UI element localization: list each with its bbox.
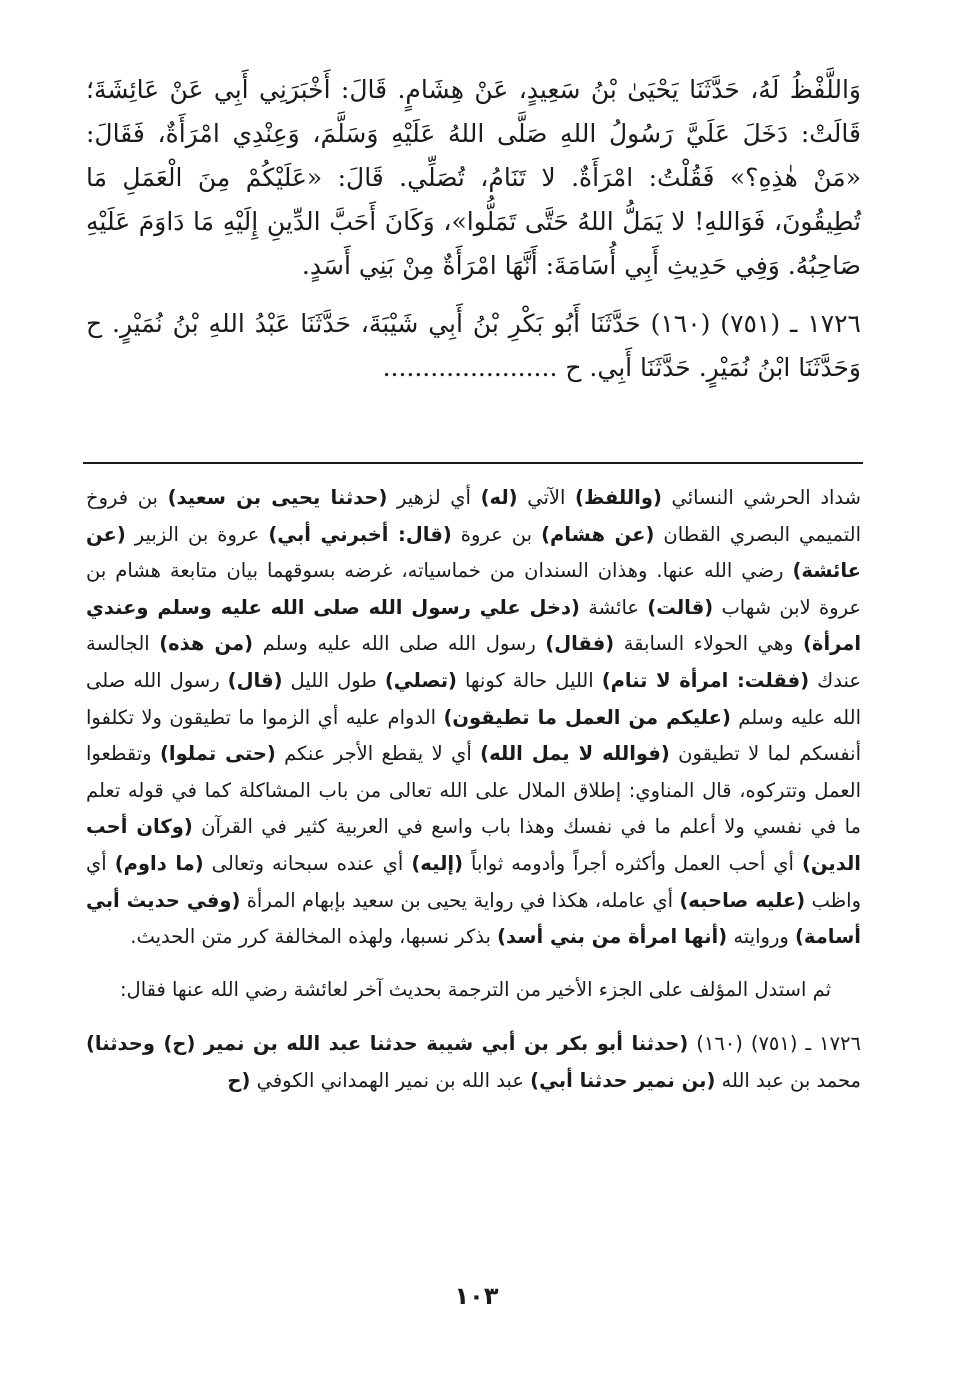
- commentary-phrase: أي عنده سبحانه وتعالى: [203, 851, 412, 875]
- commentary-phrase: أي واظب: [86, 851, 861, 912]
- quoted-matn-phrase: (له): [480, 486, 518, 509]
- hadith-paragraph: وَاللَّفْظُ لَهُ، حَدَّثَنَا يَحْيَىٰ بْنُ سَعِيدٍ، عَنْ هِشَامٍ. قَالَ: أَخْبَرَنِي أَبِي عَنْ عَائِشَةَ؛ قَالَتْ: دَخَلَ عَلَيَّ رَسُولُ اللهِ صَلَّى اللهُ عَلَيْهِ وَسَلَّمَ، وَعِنْدِي امْرَأَةٌ، فَقَالَ: «مَنْ هٰذِهِ؟» فَقُلْتُ: امْرَأَةٌ. لا تَنَامُ، تُصَلِّي. قَالَ: «عَلَيْكُمْ مِنَ الْعَمَلِ مَا تُطِيقُونَ، فَوَاللهِ! لا يَمَلُّ اللهُ حَتَّى تَمَلُّوا»، وَكَانَ أَحَبَّ الدِّينِ إِلَيْهِ مَا دَاوَمَ عَلَيْهِ صَاحِبُهُ. وَفِي حَدِيثِ أَبِي أُسَامَةَ: أَنَّهَا امْرَأَةٌ مِنْ بَنِي أَسَدٍ.: [86, 75, 861, 280]
- quoted-matn-phrase: (ما داوم): [114, 851, 204, 875]
- commentary-phrase: شداد الحرشي النسائي: [661, 486, 861, 509]
- commentary-phrase: ١٧٢٦ ـ (٧٥١) (١٦٠): [688, 1032, 861, 1056]
- quoted-matn-phrase: (عليكم من العمل ما تطيقون): [443, 705, 731, 729]
- commentary-phrase: رسول الله صلى الله عليه وسلم: [86, 668, 861, 729]
- commentary-phrase: الجالسة عندك: [86, 632, 861, 692]
- quoted-matn-phrase: (وكان أحب الدين): [86, 815, 861, 875]
- quoted-matn-phrase: (عن هشام): [541, 522, 655, 546]
- commentary-transition-paragraph: ثم استدل المؤلف على الجزء الأخير من الترجمة بحديث آخر لعائشة رضي الله عنها فقال:: [119, 977, 831, 1001]
- commentary-phrase: محمد بن عبد الله: [715, 1068, 861, 1092]
- commentary-phrase: رضي الله عنها. وهذان السندان من خماسياته، غرضه بسوقهما بيان متابعة هشام بن عروة لابن شهاب: [86, 559, 861, 619]
- commentary-phrase: الليل حالة كونها: [456, 668, 602, 692]
- commentary-phrase: وهي الحولاء السابقة: [614, 632, 804, 656]
- quoted-matn-phrase: (فوالله لا يمل الله): [480, 742, 670, 766]
- quoted-matn-phrase: (قالت): [647, 595, 714, 619]
- commentary-phrase: طول الليل: [282, 668, 385, 692]
- commentary-phrase: وتقطعوا العمل وتتركوه، قال المناوي: إطلاق الملال على الله تعالى من باب المشاكلة كما في قوله تعلم ما في نفسي ولا أعلم ما في نفسك وهذا باب واسع في العربية كثير في القرآن: [86, 742, 861, 839]
- quoted-matn-phrase: (عن عائشة): [86, 522, 861, 583]
- commentary-phrase: بذكر نسبها، ولهذه المخالفة كرر متن الحديث.: [130, 925, 498, 949]
- commentary-phrase: رسول الله صلى الله عليه وسلم: [253, 632, 546, 656]
- hadith-isnad-paragraph: ١٧٢٦ ـ (٧٥١) (١٦٠) حَدَّثَنَا أَبُو بَكْرِ بْنُ أَبِي شَيْبَةَ، حَدَّثَنَا عَبْدُ اللهِ بْنُ نُمَيْرٍ. ح وَحَدَّثَنَا ابْنُ نُمَيْرٍ. حَدَّثَنَا أَبِي. ح ......................: [86, 309, 861, 382]
- quoted-matn-phrase: (ح: [227, 1068, 251, 1092]
- commentary-phrase: أي أحب العمل وأكثره أجراً وأدومه ثواباً: [463, 851, 802, 875]
- commentary-phrase: الآتي: [517, 486, 576, 509]
- commentary-phrase: الدوام عليه أي الزموا ما تطيقون ولا تكلفوا أنفسكم لما لا تطيقون: [86, 705, 862, 766]
- commentary-phrase: أي لزهير: [387, 486, 481, 509]
- commentary-phrase: بن فروخ التميمي البصري القطان: [86, 486, 861, 546]
- commentary-phrase: أي عامله، هكذا في رواية يحيى بن سعيد بإبهام المرأة: [240, 888, 680, 912]
- commentary-phrase: عبد الله بن نمير الهمداني الكوفي: [250, 1068, 531, 1092]
- commentary-phrase: وروايته: [727, 925, 795, 949]
- commentary-isnad-paragraph: [86, 1026, 861, 1099]
- quoted-matn-phrase: (إليه): [411, 851, 463, 875]
- quoted-matn-phrase: (من هذه): [159, 632, 254, 656]
- quoted-matn-phrase: (وفي حديث أبي أسامة): [86, 888, 861, 949]
- quoted-matn-phrase: (أنها امرأة من بني أسد): [497, 925, 728, 949]
- commentary-phrase: عروة بن الزبير: [125, 522, 269, 546]
- quoted-matn-phrase: (دخل علي رسول الله صلى الله عليه وسلم وعندي امرأة): [86, 595, 862, 656]
- page-number: ١٠٣: [454, 1282, 499, 1310]
- commentary-phrase: عائشة: [579, 595, 648, 619]
- footnote-separator: [83, 462, 863, 464]
- quoted-matn-phrase: (تصلي): [384, 668, 457, 692]
- commentary-phrase: أي لا يقطع الأجر عنكم: [275, 742, 481, 766]
- quoted-matn-phrase: (واللفظ): [575, 486, 662, 509]
- quoted-matn-phrase: (بن نمير حدثنا أبي): [530, 1068, 716, 1092]
- quoted-matn-phrase: (قال): [227, 668, 283, 692]
- quoted-matn-phrase: (قال: أخبرني أبي): [268, 522, 452, 546]
- quoted-matn-phrase: (فقال): [545, 632, 615, 656]
- quoted-matn-phrase: (عليه صاحبه): [679, 888, 806, 912]
- commentary-phrase: بن عروة: [451, 522, 542, 546]
- quoted-matn-phrase: (حدثنا أبو بكر بن أبي شيبة حدثنا عبد الله بن نمير (ح) وحدثنا): [86, 1032, 689, 1056]
- commentary-text: [86, 480, 861, 1100]
- quoted-matn-phrase: (حدثنا يحيى بن سعيد): [167, 486, 388, 509]
- quoted-matn-phrase: (حتى تملوا): [159, 742, 276, 766]
- quoted-matn-phrase: (فقلت: امرأة لا تنام): [601, 668, 810, 692]
- commentary-paragraph: [86, 480, 861, 956]
- hadith-text: [86, 68, 861, 390]
